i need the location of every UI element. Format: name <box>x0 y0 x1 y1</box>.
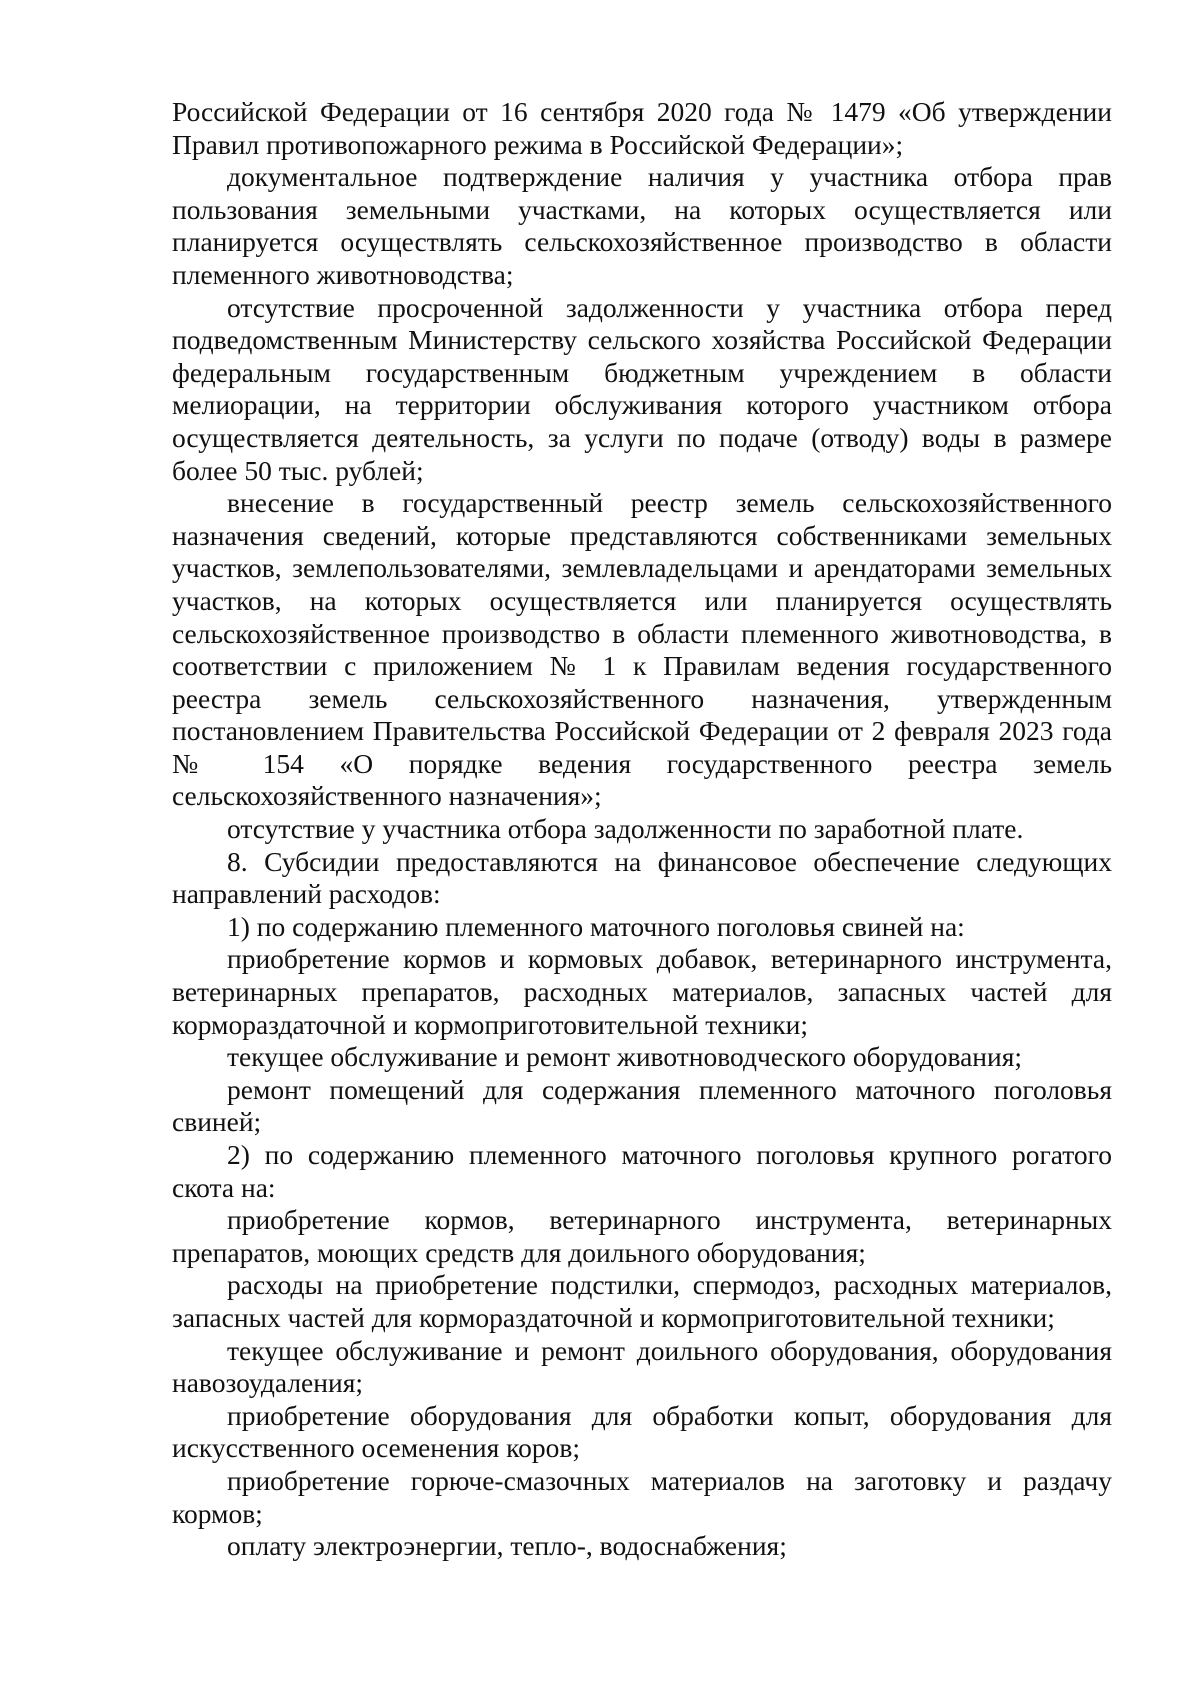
paragraph-feed-purchase: приобретение кормов и кормовых добавок, ветеринарного инструмента, ветеринарных препаратов, расходных материалов, запасных частей для кормораздаточной и кормоприготовительной техники; <box>172 943 1112 1040</box>
paragraph-utilities: оплату электроэнергии, тепло-, водоснабжения; <box>227 1530 787 1562</box>
paragraph-bedding-expenses: расходы на приобретение подстилки, спермодоз, расходных материалов, запасных частей для кормораздаточной и кормоприготовительной техники; <box>172 1269 1112 1333</box>
paragraph-item-1-pigs: 1) по содержанию племенного маточного поголовья свиней на: <box>227 910 965 942</box>
paragraph-continuation: Российской Федерации от 16 сентября 2020 года № 1479 «Об утверждении Правил противопожарного режима в Российской Федерации»; <box>172 96 1112 160</box>
document-page <box>172 96 1112 1563</box>
paragraph-no-wage-debt: отсутствие у участника отбора задолженности по заработной плате. <box>227 813 1024 845</box>
paragraph-no-overdue-debt: отсутствие просроченной задолженности у участника отбора перед подведомственным Министерству сельского хозяйства Российской Федерации федеральным государственным бюджетным учреждением в области мелиорации, на территории обслуживания которого участником отбора осуществляется деятельность, за услуги по подаче (отводу) воды в размере более 50 тыс. рублей; <box>172 291 1112 486</box>
paragraph-item-2-cattle: 2) по содержанию племенного маточного поголовья крупного рогатого скота на: <box>172 1139 1112 1203</box>
paragraph-fuel-lubricants: приобретение горюче-смазочных материалов на заготовку и раздачу кормов; <box>172 1464 1112 1529</box>
paragraph-land-rights: документальное подтверждение наличия у участника отбора прав пользования земельными участками, на которых осуществляется или планируется осуществлять сельскохозяйственное производство в области племенного животноводства; <box>172 161 1112 290</box>
paragraph-land-registry: внесение в государственный реестр земель сельскохозяйственного назначения сведений, которые представляются собственниками земельных участков, землепользователями, землевладельцами и арендаторами земельных участков, на которых осуществляется или планируется осуществлять сельскохозяйственное производство в области племенного животноводства, в соответствии с приложением № 1 к Правилам ведения государственного реестра земель сельскохозяйственного назначения, утвержденным постановлением Правительства Российской Федерации от 2 февраля 2023 года № 154 «О порядке ведения государственного реестра земель сельскохозяйственного назначения»; <box>172 487 1112 812</box>
paragraph-section-8: 8. Субсидии предоставляются на финансовое обеспечение следующих направлений расходов: <box>172 845 1112 910</box>
paragraph-milking-maintenance: текущее обслуживание и ремонт доильного оборудования, оборудования навозоудаления; <box>172 1334 1112 1399</box>
paragraph-hoof-equipment: приобретение оборудования для обработки копыт, оборудования для искусственного осеменения коров; <box>172 1399 1112 1464</box>
paragraph-equipment-maintenance: текущее обслуживание и ремонт животноводческого оборудования; <box>227 1041 1023 1073</box>
paragraph-cattle-feed: приобретение кормов, ветеринарного инструмента, ветеринарных препаратов, моющих средств для доильного оборудования; <box>172 1204 1112 1268</box>
paragraph-premises-repair: ремонт помещений для содержания племенного маточного поголовья свиней; <box>172 1073 1112 1138</box>
